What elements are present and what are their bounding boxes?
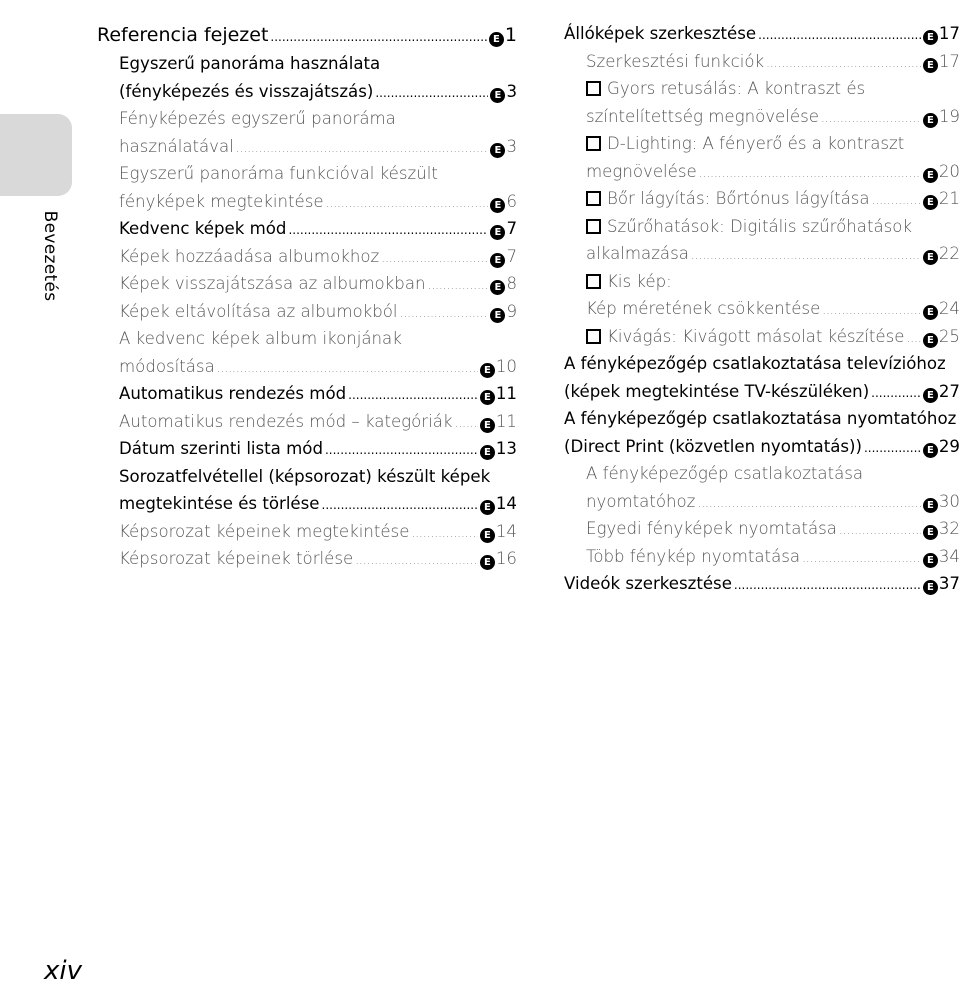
toc-entry[interactable] (564, 48, 960, 76)
toc-entry[interactable] (564, 268, 960, 296)
page-reference: E 3 (490, 133, 517, 161)
reference-section-icon: E (490, 143, 505, 158)
dot-leader (326, 188, 489, 218)
toc-entry-text: Képsorozat képeinek megtekintése (119, 521, 410, 541)
toc-entry[interactable] (564, 75, 960, 103)
dot-leader (428, 270, 489, 300)
toc-entry[interactable] (97, 20, 517, 50)
toc-entry[interactable] (564, 295, 960, 323)
toc-entry-text: Egyszerű panoráma funkcióval készült (119, 164, 438, 183)
page-reference: E 1 (489, 20, 517, 50)
dot-leader (697, 488, 921, 518)
toc-left-column (97, 20, 517, 573)
toc-entry-text: megnövelése (586, 161, 697, 181)
page-reference: E 22 (923, 240, 960, 268)
reference-section-icon: E (490, 280, 505, 295)
reference-section-icon: E (480, 500, 495, 515)
dot-leader (355, 545, 478, 575)
dot-leader (691, 240, 921, 270)
toc-entry-text: Bőr lágyítás: Bőrtónus lágyítása (586, 185, 870, 213)
toc-entry[interactable] (97, 215, 517, 243)
toc-entry-text: Kedvenc képek mód (119, 219, 287, 238)
toc-entry[interactable] (97, 353, 517, 381)
toc-entry[interactable] (564, 350, 960, 378)
dot-leader (322, 490, 478, 520)
reference-section-icon: E (923, 113, 938, 128)
reference-section-icon: E (480, 390, 495, 405)
page-reference: E 37 (923, 570, 960, 598)
reference-section-icon: E (490, 88, 505, 103)
toc-entry-text: A kedvenc képek album ikonjának (119, 329, 402, 348)
d-lighting-icon (586, 136, 601, 151)
crop-icon (586, 329, 601, 344)
toc-entry-text: fényképek megtekintése (119, 191, 324, 211)
toc-entry-text: Szerkesztési funkciók (586, 51, 765, 71)
dot-leader (375, 78, 488, 108)
dot-leader (822, 295, 921, 325)
toc-entry[interactable] (564, 130, 960, 158)
dot-leader (270, 20, 486, 52)
reference-section-icon: E (490, 308, 505, 323)
toc-entry[interactable] (564, 20, 960, 48)
page-reference: E 10 (480, 353, 517, 381)
toc-entry[interactable] (564, 213, 960, 241)
page-reference: E 3 (490, 78, 517, 106)
reference-section-icon: E (923, 525, 938, 540)
toc-entry[interactable] (97, 105, 517, 133)
toc-entry-text: Egyszerű panoráma használata (119, 54, 381, 73)
toc-entry-text: használatával (119, 136, 234, 156)
toc-entry[interactable] (564, 240, 960, 268)
reference-section-icon: E (480, 528, 495, 543)
dot-leader (699, 158, 921, 188)
dot-leader (906, 323, 920, 353)
section-tab-label: Bevezetés (40, 210, 60, 302)
toc-entry[interactable] (97, 133, 517, 161)
page-reference: E 14 (480, 518, 517, 546)
toc-entry-text: D-Lighting: A fényerő és a kontraszt (586, 130, 904, 158)
toc-entry[interactable] (564, 433, 960, 461)
toc-entry-text: Több fénykép nyomtatása (586, 546, 801, 566)
toc-entry[interactable] (97, 380, 517, 408)
toc-entry-text: Kivágás: Kivágott másolat készítése (586, 323, 904, 351)
reference-section-icon: E (923, 305, 938, 320)
dot-leader (400, 298, 489, 328)
page-reference: E 29 (923, 433, 960, 461)
page-reference: E 13 (480, 435, 517, 463)
page-reference: E 34 (923, 543, 960, 571)
toc-entry[interactable] (564, 570, 960, 598)
reference-section-icon: E (923, 195, 938, 210)
page-number: xiv (44, 956, 82, 986)
dot-leader (455, 408, 478, 438)
toc-entry[interactable] (97, 78, 517, 106)
toc-entry[interactable] (97, 325, 517, 353)
quick-retouch-icon (586, 81, 601, 96)
toc-entry-text: színtelítettség megnövelése (586, 106, 819, 126)
page-reference: E 19 (923, 103, 960, 131)
dot-leader (217, 353, 478, 383)
toc-entry[interactable] (564, 515, 960, 543)
page-reference: E 24 (923, 295, 960, 323)
toc-entry[interactable] (97, 188, 517, 216)
toc-entry[interactable] (564, 460, 960, 488)
toc-entry-text: Kép méretének csökkentése (586, 299, 821, 318)
page-reference: E 9 (490, 298, 517, 326)
toc-entry[interactable] (97, 270, 517, 298)
toc-entry-text: Automatikus rendezés mód (119, 384, 347, 403)
toc-right-column (564, 20, 960, 598)
reference-section-icon: E (923, 443, 938, 458)
toc-entry-text: Szűrőhatások: Digitális szűrőhatások (586, 213, 912, 241)
toc-entry-text: Automatikus rendezés mód – kategóriák (119, 411, 453, 431)
reference-section-icon: E (490, 225, 505, 240)
toc-entry[interactable] (564, 488, 960, 516)
dot-leader (288, 215, 488, 245)
reference-section-icon: E (480, 555, 495, 570)
page-reference: E 32 (923, 515, 960, 543)
toc-entry-text: A fényképezőgép csatlakoztatása nyomtatóhoz (564, 409, 957, 428)
reference-section-icon: E (923, 333, 938, 348)
page-reference: E 17 (923, 20, 960, 48)
toc-entry-text: (fényképezés és visszajátszás) (119, 81, 374, 101)
dot-leader (236, 133, 489, 163)
toc-entry-text: Kis kép: (586, 268, 672, 296)
toc-entry[interactable] (564, 405, 960, 433)
toc-entry-text: Referencia fejezet (97, 24, 269, 46)
reference-section-icon: E (480, 363, 495, 378)
dot-leader (872, 185, 921, 215)
reference-section-icon: E (923, 580, 938, 595)
page-reference: E 7 (490, 243, 517, 271)
toc-entry[interactable] (564, 185, 960, 213)
reference-section-icon: E (489, 32, 504, 47)
dot-leader (411, 518, 477, 548)
dot-leader (839, 515, 921, 545)
toc-entry-text: Állóképek szerkesztése (564, 24, 757, 43)
toc-entry-text: nyomtatóhoz (586, 491, 696, 511)
toc-entry[interactable] (564, 543, 960, 571)
dot-leader (766, 48, 921, 78)
toc-entry-text: Képsorozat képeinek törlése (119, 549, 354, 568)
page-reference: E 16 (480, 545, 517, 573)
reference-section-icon: E (923, 498, 938, 513)
toc-entry-text: alkalmazása (586, 244, 689, 263)
filter-effects-icon (586, 219, 601, 234)
reference-section-icon: E (480, 418, 495, 433)
page-reference: E 11 (480, 380, 517, 408)
toc-entry-text: Egyedi fényképek nyomtatása (586, 519, 837, 538)
page-reference: E 11 (480, 408, 517, 436)
toc-entry[interactable] (97, 490, 517, 518)
toc-entry-text: (Direct Print (közvetlen nyomtatás)) (564, 436, 862, 456)
reference-section-icon: E (923, 168, 938, 183)
reference-section-icon: E (490, 253, 505, 268)
page-reference: E 25 (923, 323, 960, 351)
reference-section-icon: E (923, 553, 938, 568)
toc-entry-text: Fényképezés egyszerű panoráma (119, 109, 396, 128)
toc-entry-text: megtekintése és törlése (119, 494, 320, 513)
toc-entry-text: Képek hozzáadása albumokhoz (119, 246, 380, 266)
page-reference: E 7 (490, 215, 517, 243)
page-reference: E 20 (923, 158, 960, 186)
toc-entry[interactable] (97, 463, 517, 491)
skin-softening-icon (586, 191, 601, 206)
toc-entry-text: Videók szerkesztése (564, 574, 732, 593)
toc-entry[interactable] (564, 323, 960, 351)
reference-section-icon: E (923, 30, 938, 45)
toc-entry-text: Dátum szerinti lista mód (119, 439, 323, 458)
toc-entry[interactable] (97, 50, 517, 78)
dot-leader (734, 570, 921, 600)
page-reference: E 8 (490, 270, 517, 298)
dot-leader (821, 103, 921, 133)
toc-entry-text: (képek megtekintése TV-készüléken) (564, 381, 870, 401)
reference-section-icon: E (923, 58, 938, 73)
dot-leader (381, 243, 488, 273)
toc-entry-text: módosítása (119, 356, 215, 376)
dot-leader (348, 380, 478, 410)
toc-entry[interactable] (97, 518, 517, 546)
dot-leader (864, 433, 921, 463)
toc-entry[interactable] (564, 378, 960, 406)
page-reference: E 14 (480, 490, 517, 518)
toc-entry[interactable] (97, 408, 517, 436)
dot-leader (325, 435, 478, 465)
dot-leader (758, 20, 921, 50)
reference-section-icon: E (923, 388, 938, 403)
toc-entry-text: Gyors retusálás: A kontraszt és (586, 75, 865, 103)
reference-section-icon: E (923, 250, 938, 265)
page-reference: E 17 (923, 48, 960, 76)
toc-entry-text: A fényképezőgép csatlakoztatása televízióhoz (564, 354, 946, 373)
toc-entry-text: Képek eltávolítása az albumokból (119, 301, 398, 321)
toc-entry[interactable] (97, 243, 517, 271)
toc-entry-text: A fényképezőgép csatlakoztatása (586, 464, 864, 483)
dot-leader (871, 378, 921, 408)
toc-entry[interactable] (564, 103, 960, 131)
reference-section-icon: E (480, 445, 495, 460)
toc-entry[interactable] (97, 435, 517, 463)
page-reference: E 21 (923, 185, 960, 213)
section-tab (0, 114, 72, 196)
toc-entry-text: Képek visszajátszása az albumokban (119, 274, 426, 293)
toc-entry[interactable] (97, 545, 517, 573)
dot-leader (802, 543, 921, 573)
reference-section-icon: E (490, 198, 505, 213)
toc-entry[interactable] (97, 160, 517, 188)
page-reference: E 30 (923, 488, 960, 516)
toc-entry[interactable] (97, 298, 517, 326)
toc-entry[interactable] (564, 158, 960, 186)
small-picture-icon (586, 274, 601, 289)
toc-entry-text: Sorozatfelvétellel (képsorozat) készült képek (119, 466, 491, 486)
page-reference: E 27 (923, 378, 960, 406)
page-reference: E 6 (490, 188, 517, 216)
